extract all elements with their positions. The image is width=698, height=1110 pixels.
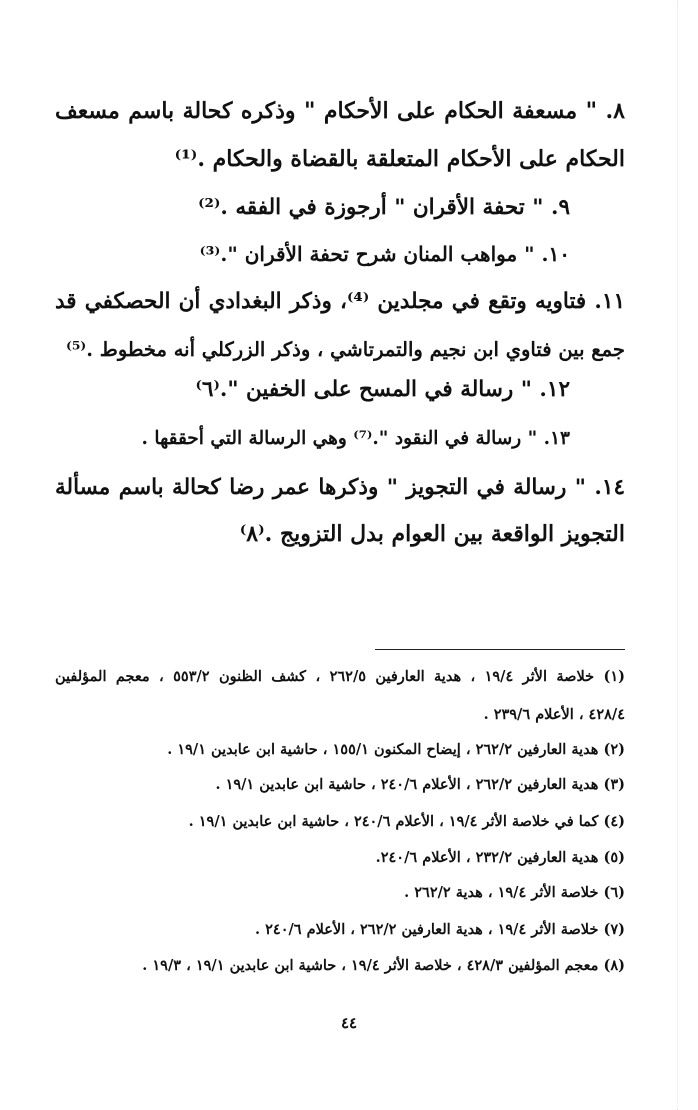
item-11-line-1: ١١. فتاويه وتقع في مجلدين ⁽⁴⁾، وذكر البغدادي أن الحصكفي قد [55, 289, 625, 314]
footnote-6: (٦) خلاصة الأثر ١٩/٤ ، هدية ٢٦٢/٢ . [404, 884, 625, 901]
footnote-5: (٥) هدية العارفين ٢٣٢/٢ ، الأعلام ٢٤٠/٦. [375, 849, 625, 866]
item-8-line-1: ٨. " مسعفة الحكام على الأحكام " وذكره كحالة باسم مسعف [55, 98, 625, 124]
footnote-1-line-1: (١) خلاصة الأثر ١٩/٤ ، هدية العارفين ٢٦٢/٥ ، كشف الظنون ٥٥٣/٢ ، معجم المؤلفين [55, 668, 626, 685]
item-9: ٩. " تحفة الأقران " أرجوزة في الفقه .⁽²⁾ [198, 195, 570, 220]
footnote-8: (٨) معجم المؤلفين ٤٢٨/٣ ، خلاصة الأثر ١٩/٤ ، حاشية ابن عابدين ١٩/١ ، ١٩/٣ . [142, 957, 625, 974]
item-12: ١٢. " رسالة في المسح على الخفين ".⁽٦⁾ [195, 377, 570, 402]
page-edge-mark [677, 0, 678, 1110]
item-14-line-2: التجويز الواقعة بين العوام بدل التزويج .⁽٨⁾ [239, 521, 625, 547]
footnote-3: (٣) هدية العارفين ٢٦٢/٢ ، الأعلام ٢٤٠/٦ ، حاشية ابن عابدين ١٩/١ . [215, 776, 625, 793]
footnote-divider [375, 649, 625, 650]
item-11-line-2: جمع بين فتاوي ابن نجيم والتمرتاشي ، وذكر الزركلي أنه مخطوط .⁽⁵⁾ [66, 338, 625, 361]
item-8-line-2: الحكام على الأحكام المتعلقة بالقضاة والحكام .⁽¹⁾ [174, 146, 625, 172]
footnote-2: (٢) هدية العارفين ٢٦٢/٢ ، إيضاح المكنون ١٥٥/١ ، حاشية ابن عابدين ١٩/١ . [167, 741, 625, 758]
footnote-7: (٧) خلاصة الأثر ١٩/٤ ، هدية العارفين ٢٦٢/٢ ، الأعلام ٢٤٠/٦ . [255, 921, 625, 938]
item-10: ١٠. " مواهب المنان شرح تحفة الأقران ".⁽³⁾ [199, 242, 570, 266]
item-14-line-1: ١٤. " رسالة في التجويز " وذكرها عمر رضا كحالة باسم مسألة [55, 475, 625, 500]
item-13: ١٣. " رسالة في النقود ".⁽⁷⁾ وهي الرسالة التي أحققها . [141, 428, 570, 449]
footnote-4: (٤) كما في خلاصة الأثر ١٩/٤ ، الأعلام ٢٤٠/٦ ، حاشية ابن عابدين ١٩/١ . [188, 813, 625, 830]
page-number: ٤٤ [340, 1014, 358, 1032]
footnote-1-line-2: ٤٢٨/٤ ، الأعلام ٢٣٩/٦ . [483, 706, 625, 723]
